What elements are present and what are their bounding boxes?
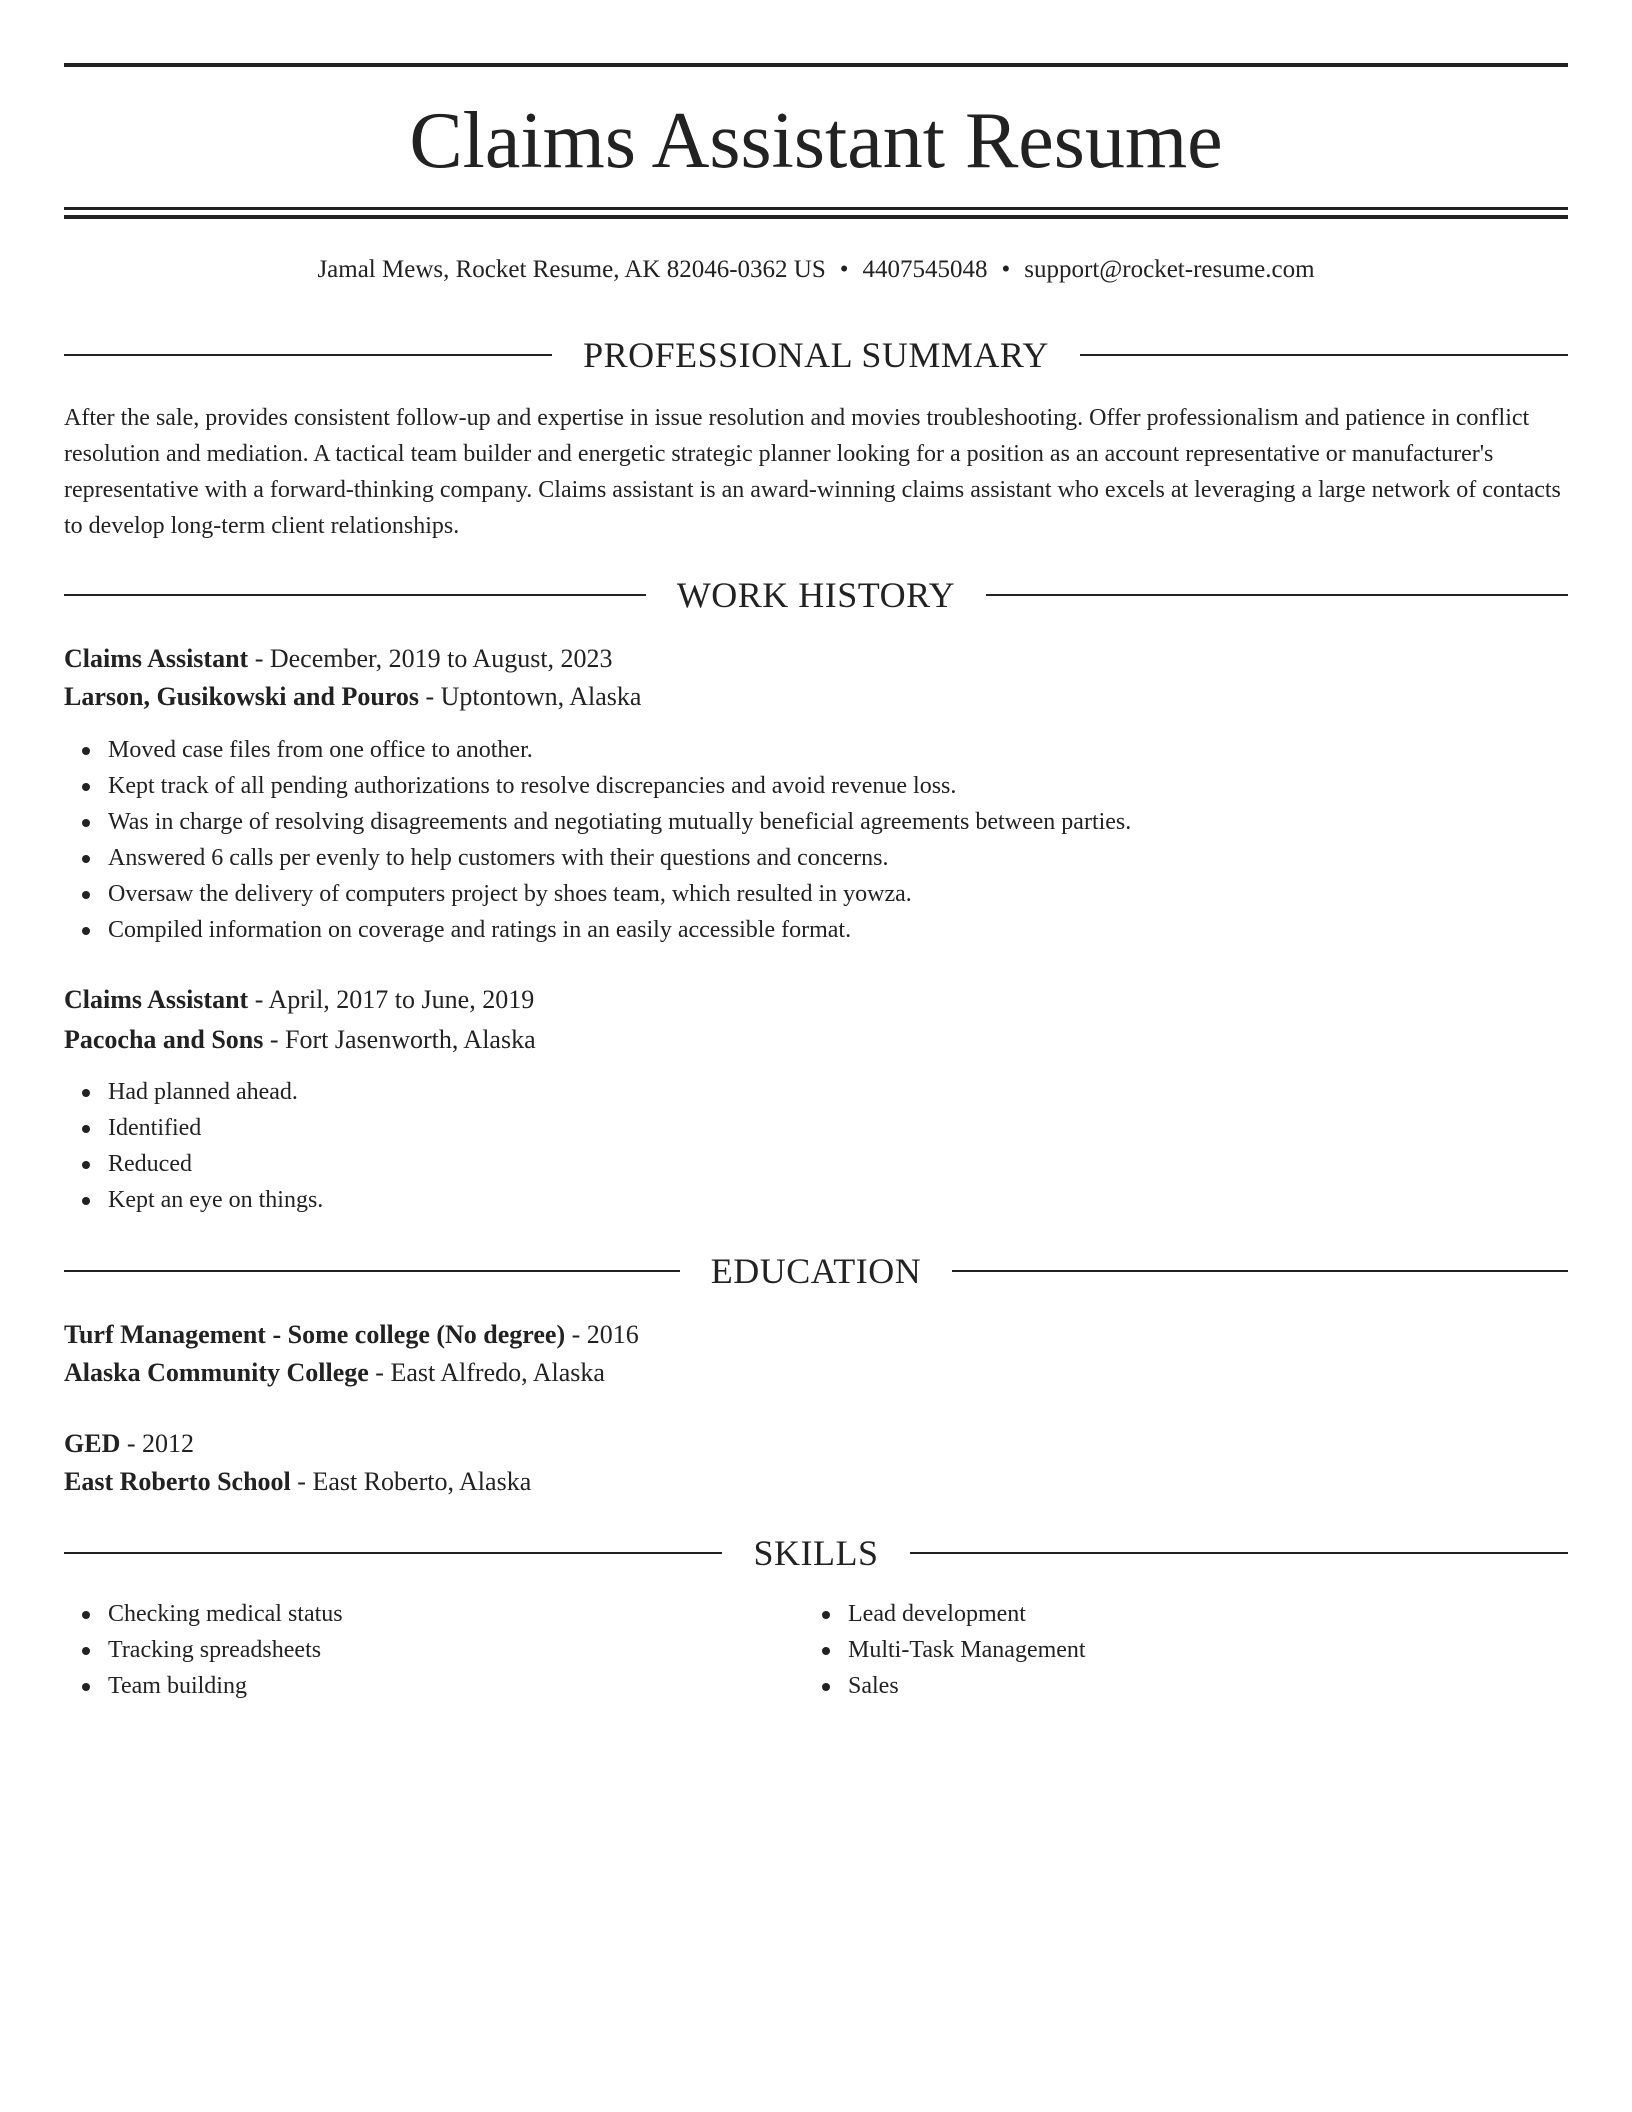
job-dates: - April, 2017 to June, 2019 [248,985,535,1014]
job-location: - Uptontown, Alaska [418,682,642,711]
contact-address: Jamal Mews, Rocket Resume, AK 82046-0362 US [317,256,826,283]
top-rule [64,63,1568,67]
skill-item: Team building [108,1668,343,1704]
job-bullet: Moved case files from one office to another. [108,732,1131,768]
job-bullet: Reduced [108,1146,323,1182]
education-degree: GED [64,1429,121,1458]
job-employer: Pacocha and Sons [64,1025,264,1054]
title-rule-upper [64,207,1568,210]
job-location: - Fort Jasenworth, Alaska [263,1025,536,1054]
skills-list-right [804,1596,1086,1704]
contact-email: support@rocket-resume.com [1024,256,1315,283]
education-degree-line [64,1316,639,1354]
section-title-skills: SKILLS [753,1533,879,1573]
job-bullet: Identified [108,1110,323,1146]
summary-text: After the sale, provides consistent follow-up and expertise in issue resolution and movies troubleshooting. Offer professionalism and patience in conflict resolution and mediation. A tactical team builder and energetic strategic planner looking for a position as an account representative or manufacturer's representative with a forward-thinking company. Claims assistant is an award-winning claims assistant who excels at leveraging a large network of contacts to develop long-term client relationships. [64,405,1561,539]
education-school: Alaska Community College [64,1358,369,1387]
education-year: - 2012 [120,1429,195,1458]
section-heading-education [64,1248,1568,1294]
education-location: - East Roberto, Alaska [290,1467,532,1496]
skill-item: Multi-Task Management [848,1632,1086,1668]
job-employer: Larson, Gusikowski and Pouros [64,682,419,711]
job-bullet: Compiled information on coverage and ratings in an easily accessible format. [108,912,1131,948]
contact-line [64,252,1568,288]
skill-item: Lead development [848,1596,1086,1632]
job-bullet: Had planned ahead. [108,1074,323,1110]
job-bullet: Kept track of all pending authorizations to resolve discrepancies and avoid revenue loss. [108,768,1131,804]
skill-item: Sales [848,1668,1086,1704]
section-title-summary: PROFESSIONAL SUMMARY [583,335,1049,375]
job-title-line [64,640,613,678]
section-title-education: EDUCATION [710,1251,922,1291]
section-heading-work [64,572,1568,618]
job-employer-line [64,1021,536,1059]
job-bullet: Kept an eye on things. [108,1182,323,1218]
job-title: Claims Assistant [64,985,249,1014]
education-school-line [64,1463,531,1501]
title-rule-lower [64,215,1568,219]
section-title-work: WORK HISTORY [676,575,956,615]
job-title-line [64,981,534,1019]
education-year: - 2016 [565,1320,639,1349]
contact-phone: 4407545048 [862,256,988,283]
job-bullet: Oversaw the delivery of computers project by shoes team, which resulted in yowza. [108,876,1131,912]
job-bullet: Was in charge of resolving disagreements and negotiating mutually beneficial agreements between parties. [108,804,1131,840]
job-bullets [64,732,1131,948]
job-bullet: Answered 6 calls per evenly to help customers with their questions and concerns. [108,840,1131,876]
education-location: - East Alfredo, Alaska [368,1358,605,1387]
job-bullets [64,1074,323,1218]
skill-item: Checking medical status [108,1596,343,1632]
education-school-line [64,1354,605,1392]
contact-separator: • [839,256,849,283]
resume-title: Claims Assistant Resume [409,97,1223,185]
job-employer-line [64,678,641,716]
education-school: East Roberto School [64,1467,291,1496]
job-title: Claims Assistant [64,644,249,673]
skills-list-left [64,1596,343,1704]
job-dates: - December, 2019 to August, 2023 [248,644,613,673]
section-heading-summary [64,332,1568,378]
section-heading-skills [64,1530,1568,1576]
contact-separator: • [1001,256,1011,283]
education-degree-line [64,1425,194,1463]
skill-item: Tracking spreadsheets [108,1632,343,1668]
education-degree: Turf Management - Some college (No degree) [64,1320,566,1349]
